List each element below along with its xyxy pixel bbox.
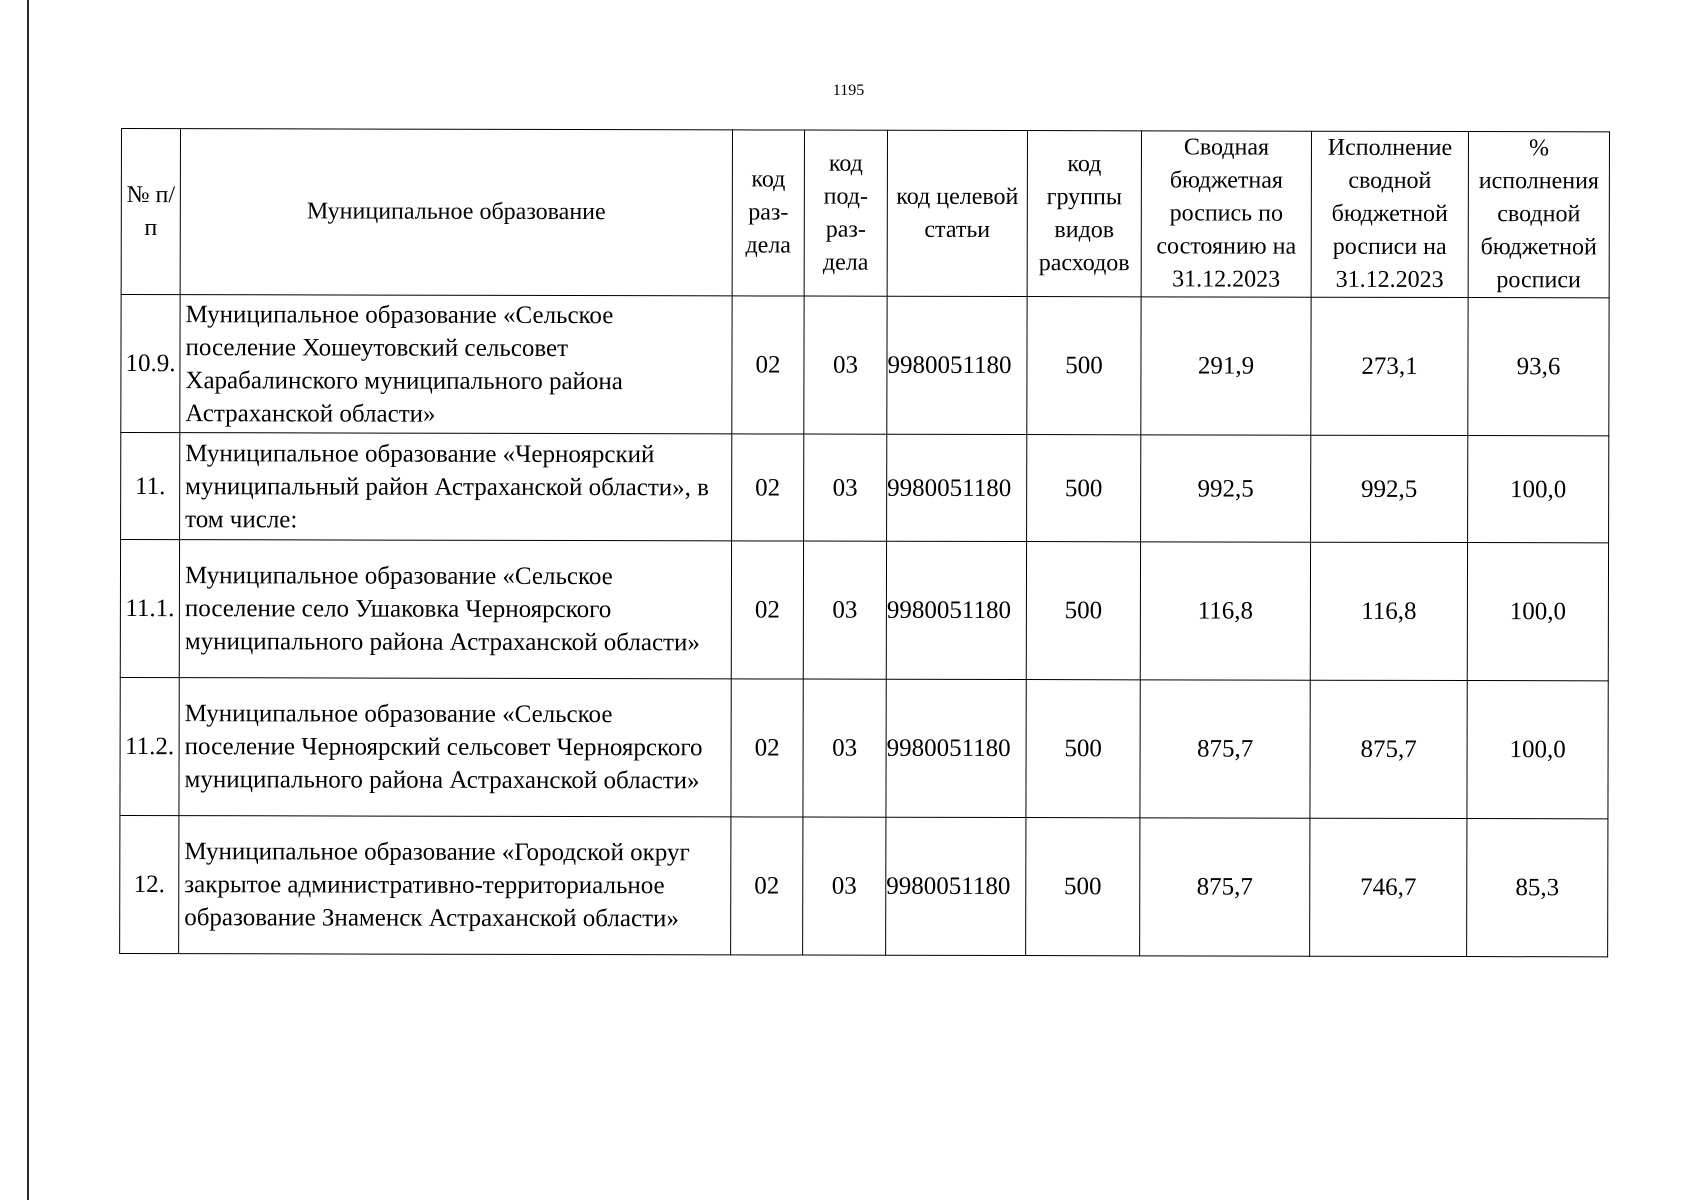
- row-number: 11.1.: [120, 540, 179, 678]
- header-subsection-code: код под- раз- дела: [804, 130, 887, 296]
- header-num: № п/п: [121, 129, 180, 295]
- section-code: 02: [732, 296, 804, 434]
- header-budget-execution: Исполнение сводной бюджетной росписи на 31.12.2023: [1311, 131, 1468, 297]
- row-number: 11.2.: [120, 677, 179, 815]
- execution-percent-value: 93,6: [1468, 298, 1609, 436]
- municipality-name: Муниципальное образование «Сельское поселение село Ушаковка Черноярского муниципального района Астраханской области»: [179, 540, 731, 679]
- row-number: 11.: [121, 433, 180, 540]
- table-header-row: [121, 129, 1609, 298]
- subsection-code: 03: [803, 679, 886, 817]
- budget-plan-value: 992,5: [1141, 435, 1311, 542]
- municipality-name: Муниципальное образование «Черноярский муниципальный район Астраханской области», в том числе:: [180, 433, 732, 541]
- execution-percent-value: 100,0: [1467, 681, 1608, 819]
- municipality-name: Муниципальное образование «Сельское поселение Хошеутовский сельсовет Харабалинского муниципального района Астраханской области»: [180, 295, 732, 434]
- expense-group-code: 500: [1026, 818, 1140, 956]
- subsection-code: 03: [803, 541, 886, 679]
- header-execution-percent: % исполнения сводной бюджетной росписи: [1468, 132, 1609, 298]
- expense-group-code: 500: [1027, 297, 1141, 435]
- subsection-code: 03: [804, 296, 887, 434]
- section-code: 02: [731, 541, 803, 679]
- budget-plan-value: 875,7: [1140, 680, 1310, 818]
- municipality-name: Муниципальное образование «Городской округ закрытое административно-территориальное образование Знаменск Астраханской области»: [179, 816, 731, 955]
- header-budget-plan: Сводная бюджетная роспись по состоянию на 31.12.2023: [1141, 131, 1311, 297]
- budget-execution-table: [119, 128, 1610, 957]
- budget-plan-value: 116,8: [1140, 542, 1310, 680]
- budget-execution-value: 273,1: [1311, 297, 1468, 435]
- table-row: [120, 815, 1608, 956]
- target-code: 9980051180: [886, 679, 1026, 817]
- budget-execution-value: 116,8: [1310, 542, 1467, 680]
- row-number: 10.9.: [121, 295, 180, 433]
- execution-percent-value: 85,3: [1467, 819, 1608, 957]
- expense-group-code: 500: [1026, 542, 1140, 680]
- section-code: 02: [731, 817, 803, 955]
- header-target-code: код целевой статьи: [887, 130, 1027, 296]
- header-municipality: Муниципальное образование: [180, 129, 732, 296]
- expense-group-code: 500: [1026, 680, 1140, 818]
- header-expense-group-code: код группы видов расходов: [1027, 131, 1141, 297]
- budget-execution-value: 875,7: [1310, 680, 1467, 818]
- table-row: [120, 677, 1608, 818]
- table-row: [121, 295, 1609, 436]
- execution-percent-value: 100,0: [1468, 436, 1609, 543]
- header-section-code: код раз- дела: [732, 130, 804, 296]
- target-code: 9980051180: [886, 541, 1026, 679]
- table-row: [120, 540, 1608, 681]
- section-code: 02: [731, 679, 803, 817]
- budget-execution-value: 992,5: [1311, 435, 1468, 542]
- target-code: 9980051180: [887, 434, 1027, 541]
- row-number: 12.: [120, 815, 179, 953]
- target-code: 9980051180: [886, 817, 1026, 955]
- subsection-code: 03: [804, 434, 887, 541]
- budget-plan-value: 291,9: [1141, 297, 1311, 435]
- section-code: 02: [732, 434, 804, 541]
- subsection-code: 03: [803, 817, 886, 955]
- budget-execution-value: 746,7: [1310, 818, 1467, 956]
- table-row: [121, 433, 1609, 543]
- expense-group-code: 500: [1027, 435, 1141, 542]
- municipality-name: Муниципальное образование «Сельское поселение Черноярский сельсовет Черноярского муниципального района Астраханской области»: [179, 678, 731, 817]
- scan-edge-line: [27, 0, 29, 1200]
- execution-percent-value: 100,0: [1467, 543, 1608, 681]
- target-code: 9980051180: [887, 296, 1027, 434]
- page-number: 1195: [832, 82, 865, 99]
- budget-plan-value: 875,7: [1140, 818, 1310, 956]
